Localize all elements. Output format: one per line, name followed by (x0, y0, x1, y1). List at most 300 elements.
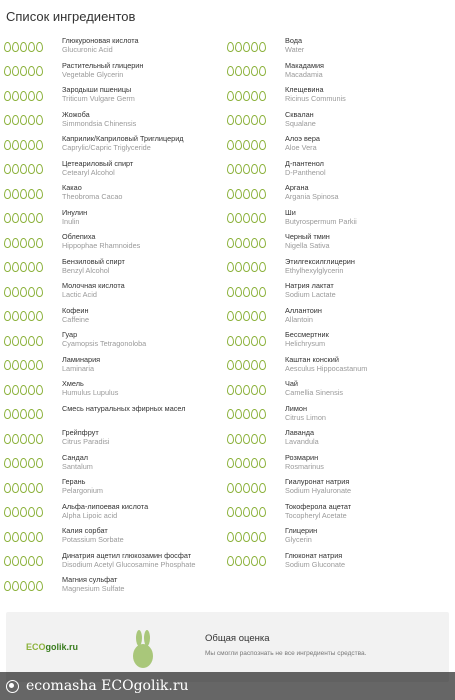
drop-icon (227, 262, 234, 272)
ingredient-row[interactable] (227, 230, 454, 255)
drop-icon (243, 507, 250, 517)
ingredient-row[interactable] (4, 108, 227, 133)
drop-icon (4, 238, 11, 248)
ingredient-row[interactable] (4, 475, 227, 500)
safety-drops-icon (4, 157, 62, 181)
drop-icon (243, 66, 250, 76)
ingredients-list-title: Список ингредиентов (6, 9, 136, 24)
drop-icon (12, 483, 19, 493)
ingredient-names (62, 206, 87, 226)
safety-drops-icon (4, 500, 62, 524)
drop-icon (12, 42, 19, 52)
ingredient-names (62, 377, 118, 397)
drop-icon (4, 556, 11, 566)
drop-icon (28, 115, 35, 125)
ingredient-name-latin: Squalane (285, 118, 316, 128)
ingredient-row[interactable] (227, 34, 454, 59)
ingredient-name-ru: Кофеин (62, 305, 89, 315)
ingredient-name-latin: Theobroma Cacao (62, 192, 123, 201)
drop-icon (243, 115, 250, 125)
ingredient-row[interactable] (227, 426, 454, 451)
safety-drops-icon (227, 402, 285, 426)
ingredient-name-ru: Смесь натуральных эфирных масел (62, 403, 186, 413)
ingredient-row[interactable] (227, 304, 454, 329)
drop-icon (4, 434, 11, 444)
ingredient-names (62, 279, 125, 299)
drop-icon (28, 458, 35, 468)
safety-drops-icon (4, 34, 62, 58)
drop-icon (227, 336, 234, 346)
ingredient-row[interactable] (4, 59, 227, 84)
ingredient-name-latin: Helichrysum (285, 339, 326, 348)
watermark-text: ecomasha ECOgolik.ru (26, 678, 189, 694)
safety-drops-icon (227, 255, 285, 279)
ingredient-names (62, 549, 195, 569)
ingredient-name-latin: Citrus Limon (285, 412, 326, 422)
safety-drops-icon (227, 206, 285, 230)
ingredient-name-ru: Глюконат натрия (285, 550, 343, 560)
drop-icon (235, 189, 242, 199)
ingredient-row[interactable] (4, 500, 227, 525)
ingredient-name-latin: Magnesium Sulfate (62, 584, 125, 593)
drop-icon (243, 483, 250, 493)
drop-icon (4, 311, 11, 321)
drop-icon (235, 507, 242, 517)
safety-drops-icon (4, 279, 62, 303)
drop-icon (36, 42, 43, 52)
drop-icon (28, 42, 35, 52)
ingredient-name-latin: Humulus Lupulus (62, 388, 119, 397)
ingredient-name-latin: Santalum (62, 461, 93, 471)
ingredient-name-latin: Ricinus Communis (285, 94, 346, 103)
safety-drops-icon (227, 59, 285, 83)
ingredient-name-ru: Глюкуроновая кислота (62, 36, 139, 45)
ingredient-row[interactable] (4, 328, 227, 353)
drop-icon (4, 140, 11, 150)
ingredient-row[interactable] (227, 279, 454, 304)
drop-icon (259, 66, 266, 76)
ingredient-name-latin: Sodium Lactate (285, 290, 336, 299)
ingredient-name-ru: Герань (62, 477, 86, 486)
drop-icon (243, 213, 250, 223)
ingredient-row[interactable] (227, 59, 454, 84)
ingredient-row[interactable] (4, 255, 227, 280)
drop-icon (28, 238, 35, 248)
drop-icon (12, 189, 19, 199)
ingredient-name-latin: Tocopheryl Acetate (285, 510, 347, 520)
drop-icon (36, 458, 43, 468)
drop-icon (227, 42, 234, 52)
ingredient-name-latin: Glucuronic Acid (62, 45, 113, 54)
ingredient-name-latin: Lactic Acid (62, 290, 97, 299)
ingredient-names (62, 255, 125, 275)
drop-icon (20, 213, 27, 223)
ingredient-name-ru: Альфа-липоевая кислота (62, 501, 149, 511)
drop-icon (20, 287, 27, 297)
drop-icon (227, 91, 234, 101)
drop-icon (259, 483, 266, 493)
ingredient-name-ru: Динатрия ацетил глюкозамин фосфат (62, 550, 192, 560)
drop-icon (251, 164, 258, 174)
ingredient-name-ru: Хмель (62, 379, 84, 388)
ingredient-name-ru: Д-пантенол (285, 158, 324, 168)
drop-icon (28, 581, 35, 591)
drop-icon (36, 311, 43, 321)
drop-icon (4, 532, 11, 542)
ingredient-row[interactable] (227, 255, 454, 280)
drop-icon (259, 213, 266, 223)
ingredient-row[interactable] (227, 475, 454, 500)
drop-icon (243, 532, 250, 542)
drop-icon (28, 483, 35, 493)
drop-icon (28, 140, 35, 150)
ingredient-name-ru: Черный тмин (285, 232, 330, 241)
drop-icon (259, 311, 266, 321)
drop-icon (12, 336, 19, 346)
drop-icon (259, 91, 266, 101)
drop-icon (235, 360, 242, 370)
ingredient-name-ru: Клещевина (285, 85, 324, 94)
ingredient-name-ru: Цетеариловый спирт (62, 158, 134, 168)
ingredient-row[interactable] (227, 206, 454, 231)
ingredient-name-latin: Aloe Vera (285, 143, 317, 152)
drop-icon (20, 311, 27, 321)
drop-icon (4, 409, 11, 419)
drop-icon (20, 507, 27, 517)
drop-icon (235, 287, 242, 297)
ingredient-row[interactable] (4, 279, 227, 304)
safety-drops-icon (227, 279, 285, 303)
drop-icon (4, 336, 11, 346)
drop-icon (36, 115, 43, 125)
ingredient-row[interactable] (4, 353, 227, 378)
ingredient-name-latin: Nigella Sativa (285, 241, 330, 250)
ingredient-row[interactable] (4, 377, 227, 402)
safety-drops-icon (4, 83, 62, 107)
safety-drops-icon (4, 475, 62, 499)
drop-icon (227, 213, 234, 223)
ingredient-name-latin: Ethylhexylglycerin (285, 265, 344, 275)
drop-icon (227, 189, 234, 199)
drop-icon (4, 262, 11, 272)
drop-icon (12, 164, 19, 174)
drop-icon (243, 262, 250, 272)
ingredient-row[interactable] (227, 549, 454, 574)
ingredient-names (62, 353, 100, 373)
drop-icon (36, 262, 43, 272)
drop-icon (259, 287, 266, 297)
ingredient-name-latin: Vegetable Glycerin (62, 69, 124, 79)
drop-icon (259, 507, 266, 517)
safety-drops-icon (4, 377, 62, 401)
ingredient-row[interactable] (4, 181, 227, 206)
ingredient-name-ru: Каприлик/Каприловый Триглицерид (62, 134, 184, 143)
drop-icon (20, 189, 27, 199)
drop-icon (243, 287, 250, 297)
ingredients-grid (0, 34, 455, 598)
drop-icon (235, 556, 242, 566)
safety-drops-icon (4, 59, 62, 83)
drop-icon (36, 532, 43, 542)
drop-icon (4, 360, 11, 370)
drop-icon (227, 115, 234, 125)
ingredient-name-latin: D-Panthenol (285, 167, 326, 177)
drop-icon (227, 385, 234, 395)
drop-icon (12, 287, 19, 297)
ingredient-name-latin: Sodium Gluconate (285, 559, 346, 569)
safety-drops-icon (4, 328, 62, 352)
drop-icon (36, 483, 43, 493)
drop-icon (12, 409, 19, 419)
drop-icon (259, 42, 266, 52)
ingredient-row[interactable] (4, 132, 227, 157)
ingredient-name-ru: Бессмертник (285, 330, 329, 339)
drop-icon (235, 385, 242, 395)
drop-icon (227, 556, 234, 566)
ingredient-row[interactable] (4, 157, 227, 182)
safety-drops-icon (4, 230, 62, 254)
drop-icon (235, 336, 242, 346)
drop-icon (20, 238, 27, 248)
ingredient-name-ru: Калия сорбат (62, 526, 108, 535)
ingredient-names (285, 34, 304, 54)
bunny-icon (130, 630, 156, 670)
drop-icon (251, 458, 258, 468)
drop-icon (12, 140, 19, 150)
ingredient-names (285, 524, 317, 544)
drop-icon (20, 556, 27, 566)
ingredient-row[interactable] (227, 108, 454, 133)
drop-icon (36, 287, 43, 297)
drop-icon (259, 115, 266, 125)
drop-icon (4, 213, 11, 223)
drop-icon (4, 385, 11, 395)
safety-drops-icon (4, 524, 62, 548)
ingredient-name-latin: Butyrospermum Parkii (285, 216, 357, 226)
ingredient-name-latin: Aesculus Hippocastanum (285, 363, 368, 373)
drop-icon (20, 42, 27, 52)
safety-drops-icon (4, 451, 62, 475)
drop-icon (4, 483, 11, 493)
drop-icon (36, 189, 43, 199)
drop-icon (36, 140, 43, 150)
drop-icon (20, 409, 27, 419)
ingredient-row[interactable] (227, 524, 454, 549)
ingredient-names (62, 230, 140, 250)
safety-drops-icon (4, 353, 62, 377)
drop-icon (20, 262, 27, 272)
ingredient-row[interactable] (4, 549, 227, 574)
drop-icon (20, 115, 27, 125)
drop-icon (20, 336, 27, 346)
ingredient-row[interactable] (227, 157, 454, 182)
drop-icon (28, 311, 35, 321)
ingredient-row[interactable] (227, 353, 454, 378)
ingredient-name-ru: Алоэ вера (285, 134, 320, 143)
drop-icon (20, 532, 27, 542)
ingredient-row[interactable] (227, 83, 454, 108)
ingredient-name-latin: Benzyl Alcohol (62, 265, 110, 275)
drop-icon (20, 140, 27, 150)
ingredient-name-ru: Этилгексилглицерин (285, 256, 355, 266)
drop-icon (227, 434, 234, 444)
ingredient-names (62, 83, 135, 103)
ingredient-name-ru: Вода (285, 36, 303, 45)
overall-rating-title: Общая оценка (205, 633, 270, 644)
drop-icon (251, 189, 258, 199)
safety-drops-icon (4, 426, 62, 450)
drop-icon (243, 91, 250, 101)
ingredient-row[interactable] (4, 426, 227, 451)
drop-icon (259, 409, 266, 419)
ingredient-name-latin: Citrus Paradisi (62, 437, 110, 446)
ingredient-name-latin: Sodium Hyaluronate (285, 486, 352, 495)
drop-icon (259, 140, 266, 150)
safety-drops-icon (227, 475, 285, 499)
ingredient-row[interactable] (4, 34, 227, 59)
drop-icon (227, 483, 234, 493)
ingredient-row[interactable] (4, 83, 227, 108)
ingredient-row[interactable] (227, 402, 454, 427)
ingredient-name-latin: Inulin (62, 216, 80, 226)
ingredient-name-latin: Rosmarinus (285, 461, 324, 471)
drop-icon (28, 336, 35, 346)
drop-icon (4, 91, 11, 101)
ingredient-name-ru: Аллантоин (285, 305, 322, 315)
ingredient-names (285, 206, 357, 226)
drop-icon (12, 311, 19, 321)
drop-icon (251, 311, 258, 321)
ingredient-name-latin: Glycerin (285, 535, 312, 544)
ingredient-names (285, 451, 324, 471)
ingredient-name-ru: Токоферола ацетат (285, 501, 352, 511)
drop-icon (235, 42, 242, 52)
safety-drops-icon (227, 83, 285, 107)
drop-icon (36, 581, 43, 591)
drop-icon (20, 581, 27, 591)
ingredient-names (62, 500, 148, 520)
drop-icon (251, 91, 258, 101)
drop-icon (243, 164, 250, 174)
safety-drops-icon (227, 108, 285, 132)
ingredient-name-ru: Облепиха (62, 232, 96, 241)
drop-icon (243, 140, 250, 150)
ingredient-name-latin: Caffeine (62, 314, 90, 324)
ingredient-names (285, 255, 355, 275)
drop-icon (20, 458, 27, 468)
drop-icon (259, 189, 266, 199)
ingredient-name-ru: Молочная кислота (62, 281, 125, 290)
safety-drops-icon (4, 132, 62, 156)
ingredient-row[interactable] (227, 377, 454, 402)
drop-icon (235, 434, 242, 444)
drop-icon (20, 360, 27, 370)
safety-drops-icon (227, 549, 285, 573)
drop-icon (259, 164, 266, 174)
ingredient-names (62, 59, 143, 79)
drop-icon (251, 262, 258, 272)
drop-icon (227, 287, 234, 297)
drop-icon (251, 556, 258, 566)
drop-icon (12, 115, 19, 125)
ingredient-row[interactable] (227, 181, 454, 206)
drop-icon (4, 115, 11, 125)
ingredient-names (285, 83, 346, 103)
ingredient-name-latin: Disodium Acetyl Glucosamine Phosphate (62, 559, 196, 569)
drop-icon (227, 458, 234, 468)
ingredient-row[interactable] (4, 230, 227, 255)
safety-drops-icon (4, 108, 62, 132)
ingredient-names (62, 304, 89, 324)
safety-drops-icon (227, 132, 285, 156)
safety-drops-icon (227, 34, 285, 58)
safety-drops-icon (4, 304, 62, 328)
drop-icon (20, 483, 27, 493)
ingredients-column-right (227, 34, 454, 598)
ingredient-row[interactable] (227, 451, 454, 476)
drop-icon (12, 213, 19, 223)
ingredient-name-latin: Lavandula (285, 437, 319, 446)
ingredient-name-latin: Hippophae Rhamnoides (62, 241, 141, 250)
ingredient-name-ru: Ши (285, 207, 296, 217)
drop-icon (259, 385, 266, 395)
drop-icon (259, 458, 266, 468)
ingredient-names (285, 230, 330, 250)
drop-icon (12, 434, 19, 444)
ingredient-name-ru: Розмарин (285, 452, 319, 462)
ingredient-names (62, 402, 185, 413)
ecogolik-logo[interactable]: ECOgolik.ru (26, 642, 79, 652)
ingredient-row[interactable] (4, 524, 227, 549)
overall-rating-note: Мы смогли распознать не все ингредиенты средства. (205, 650, 367, 657)
safety-drops-icon (4, 255, 62, 279)
ingredient-names (285, 353, 367, 373)
ingredient-names (62, 34, 139, 54)
ingredient-row[interactable] (4, 206, 227, 231)
drop-icon (4, 42, 11, 52)
drop-icon (259, 336, 266, 346)
drop-icon (20, 91, 27, 101)
ingredient-row[interactable] (4, 402, 227, 427)
drop-icon (36, 66, 43, 76)
drop-icon (243, 385, 250, 395)
ingredient-name-latin: Triticum Vulgare Germ (62, 94, 135, 103)
safety-drops-icon (227, 328, 285, 352)
drop-icon (28, 66, 35, 76)
drop-icon (259, 434, 266, 444)
drop-icon (227, 164, 234, 174)
ingredient-row[interactable] (227, 328, 454, 353)
drop-icon (235, 483, 242, 493)
safety-drops-icon (227, 304, 285, 328)
ingredient-row[interactable] (227, 500, 454, 525)
ingredient-row[interactable] (4, 304, 227, 329)
drop-icon (20, 164, 27, 174)
drop-icon (251, 434, 258, 444)
safety-drops-icon (4, 206, 62, 230)
ingredient-names (62, 426, 109, 446)
safety-drops-icon (4, 573, 62, 597)
drop-icon (235, 66, 242, 76)
drop-icon (28, 91, 35, 101)
drop-icon (235, 140, 242, 150)
ingredient-row[interactable] (227, 132, 454, 157)
ingredient-row[interactable] (4, 451, 227, 476)
drop-icon (251, 532, 258, 542)
drop-icon (28, 360, 35, 370)
ingredient-row[interactable] (4, 573, 227, 598)
ingredient-names (285, 108, 316, 128)
